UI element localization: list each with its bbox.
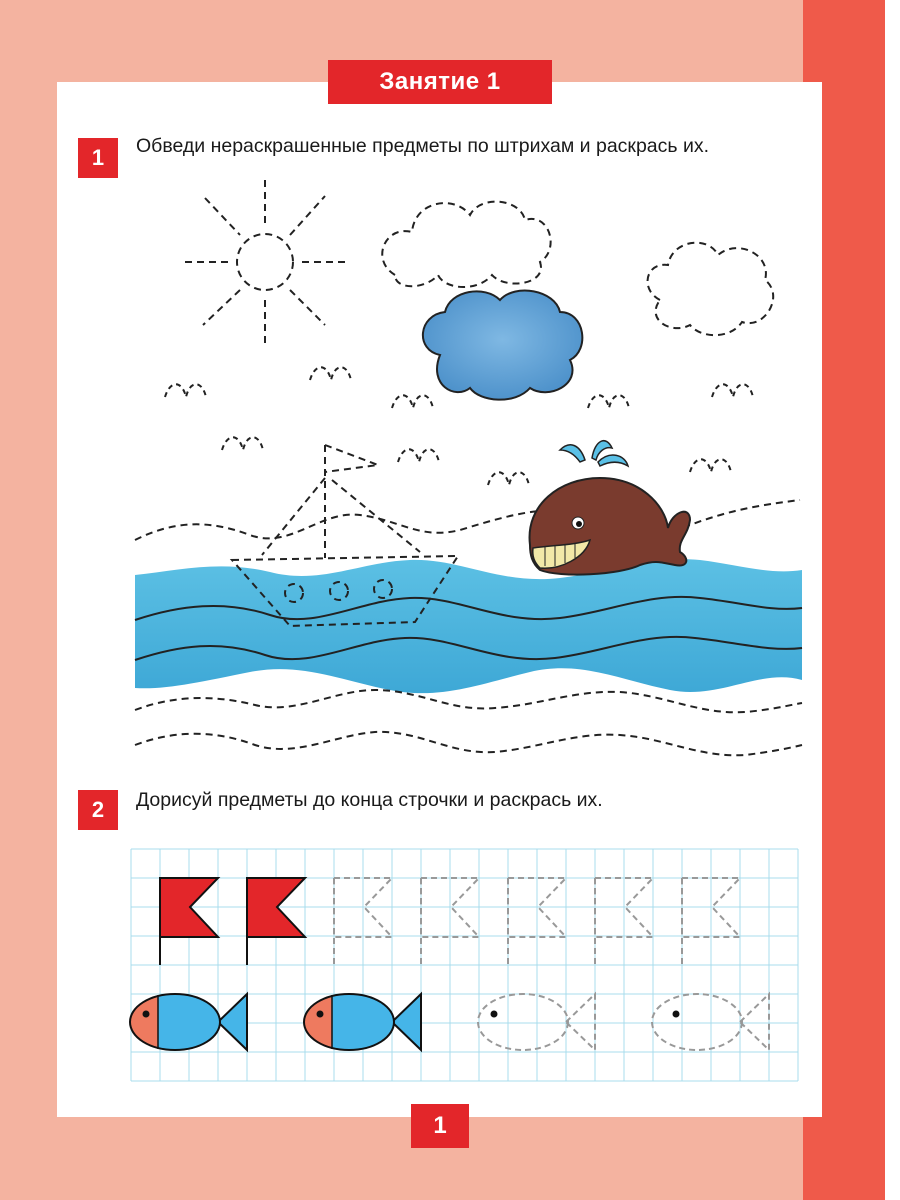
page-number: 1 (411, 1104, 469, 1148)
lesson-title: Занятие 1 (328, 60, 552, 104)
fish-filled-2 (302, 990, 421, 1055)
task-2-number-badge: 2 (78, 790, 118, 830)
fish-outline-1-eye (491, 1011, 498, 1018)
task-1-instruction: Обведи нераскрашенные предметы по штрихам и раскрась их. (136, 135, 710, 157)
fish-outline-2-eye (673, 1011, 680, 1018)
graph-paper-grid (131, 849, 798, 1081)
task-1-number-badge: 1 (78, 138, 118, 178)
task-2-instruction: Дорисуй предметы до конца строчки и раскрась их. (136, 789, 603, 811)
fish-filled-1 (128, 990, 247, 1055)
